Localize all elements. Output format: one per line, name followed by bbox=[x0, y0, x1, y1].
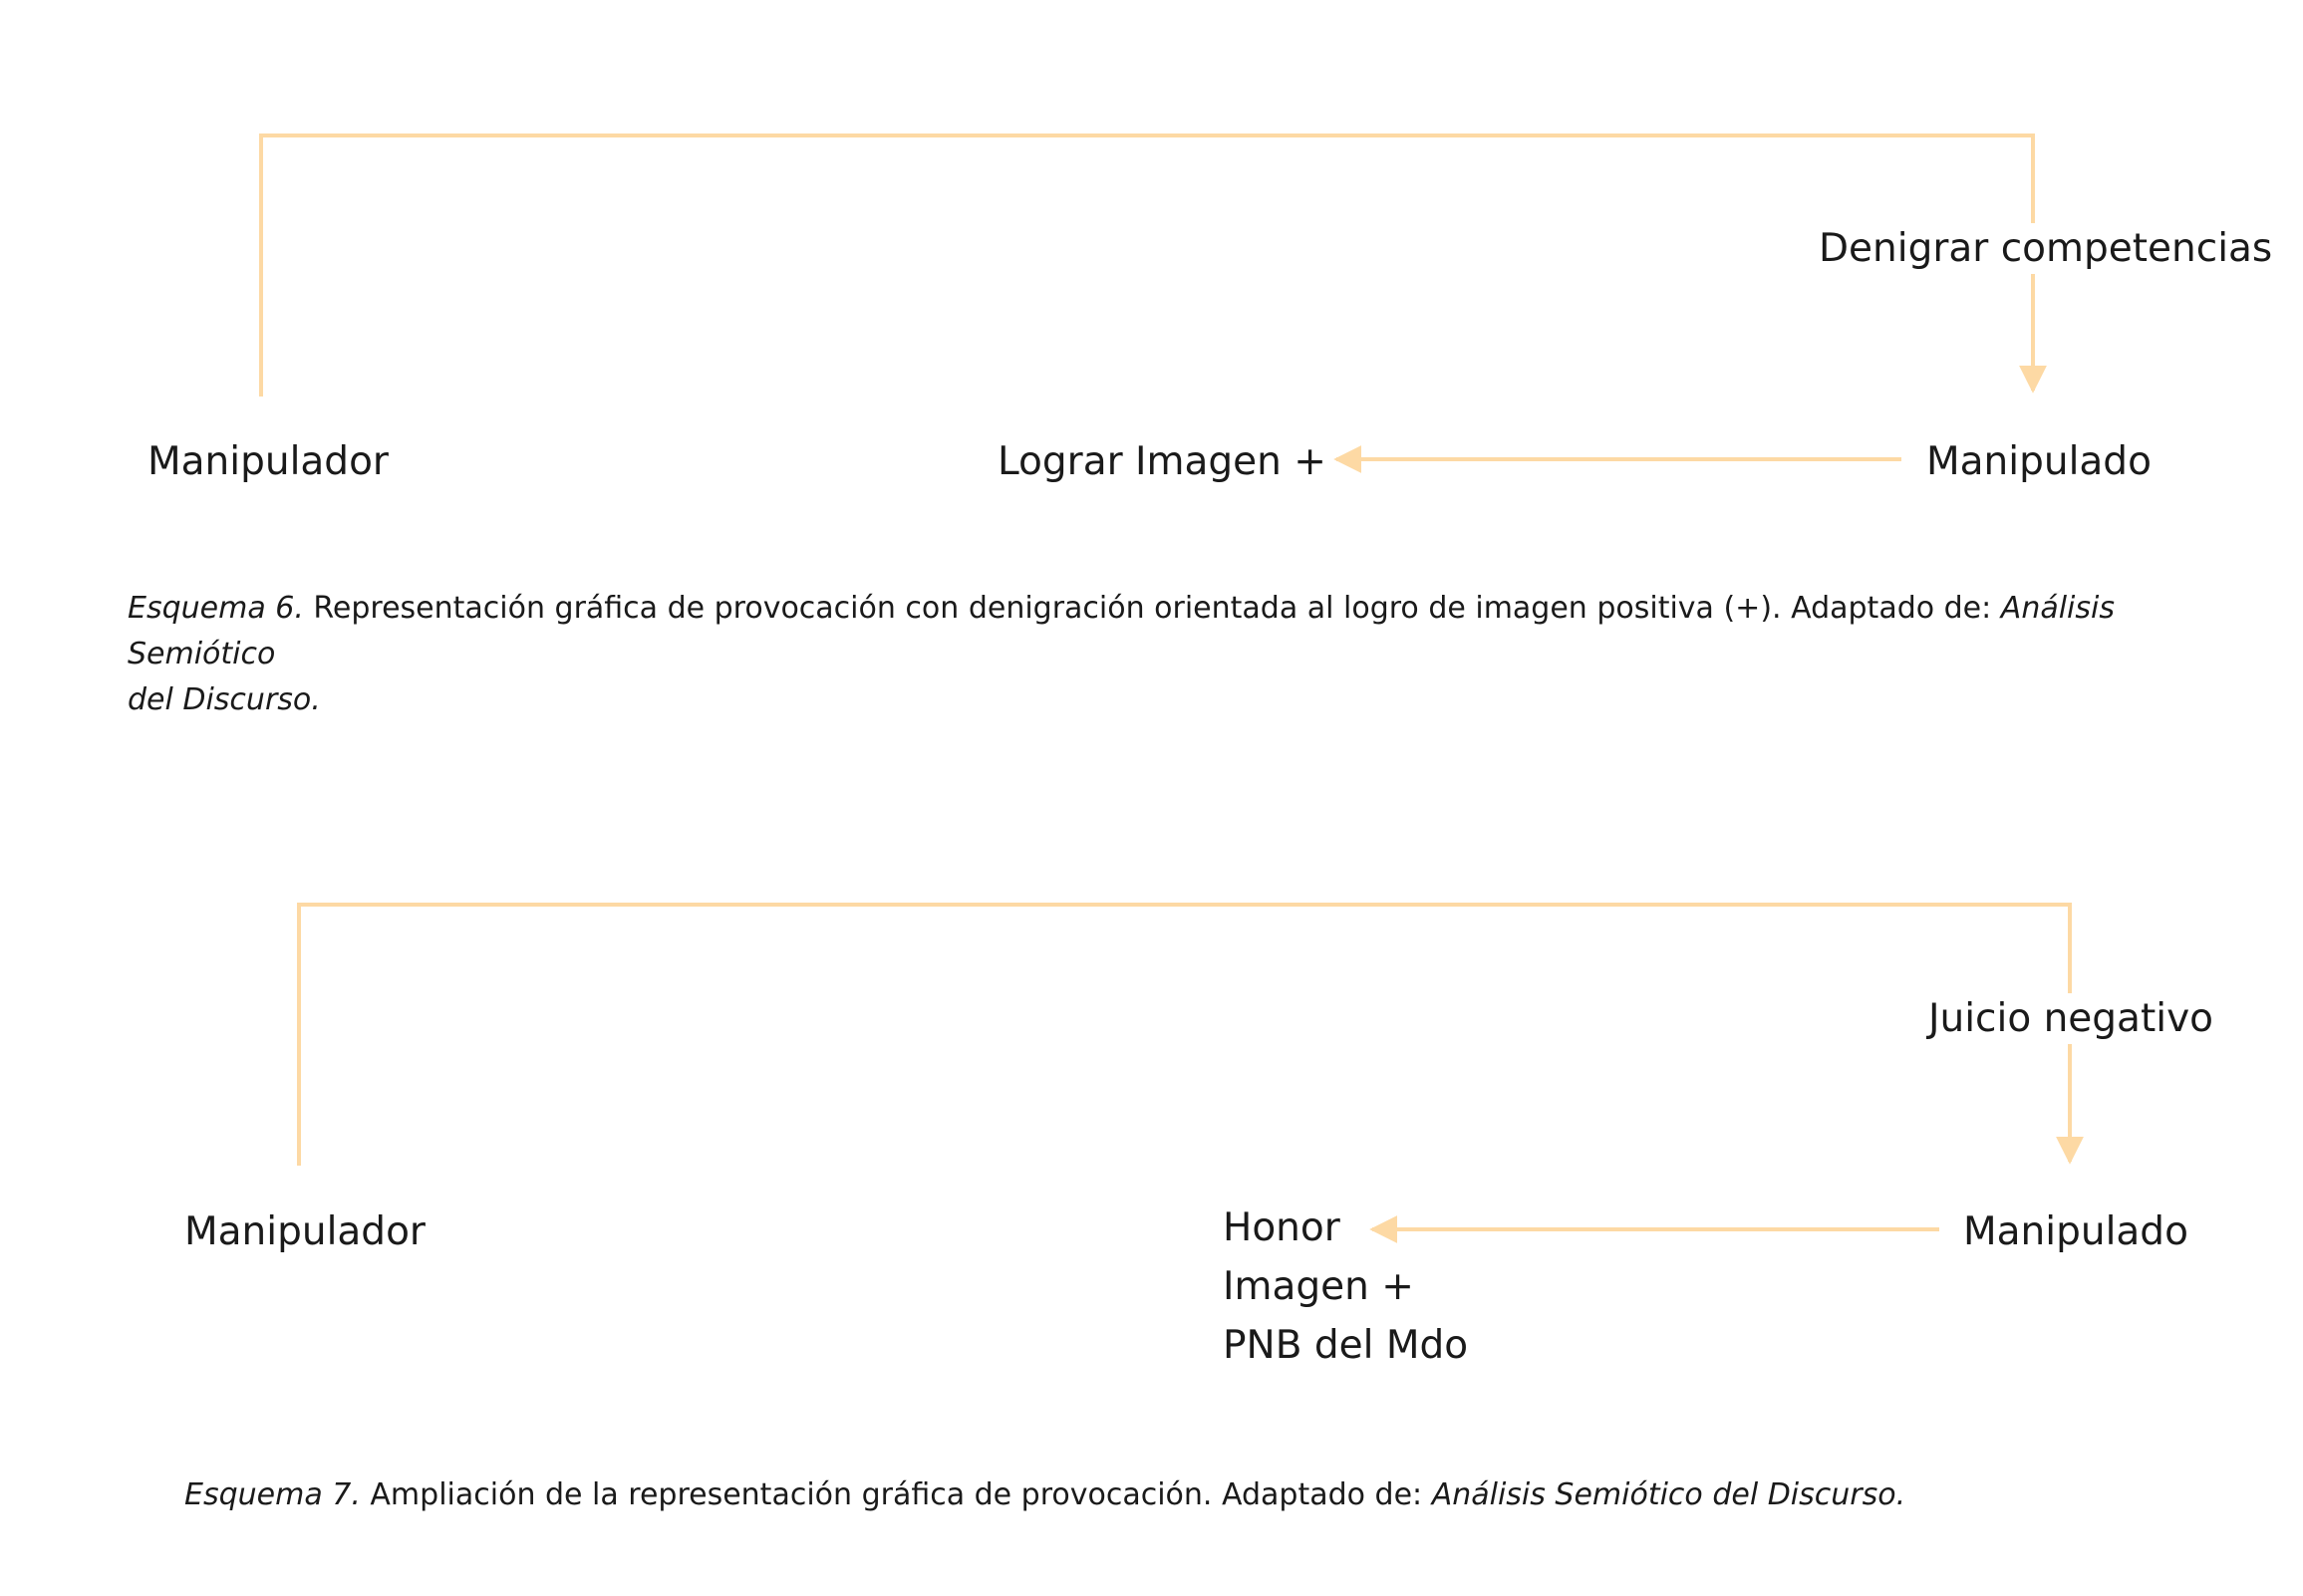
goal-line-honor: Honor bbox=[1223, 1205, 1340, 1250]
caption-7-lead: Esquema 7. bbox=[184, 1477, 361, 1512]
caption-6-lead: Esquema 6. bbox=[128, 591, 304, 626]
caption-7 bbox=[184, 1472, 2277, 1518]
target-node-6: Manipulado bbox=[1926, 439, 2152, 484]
source-node-7: Manipulador bbox=[184, 1209, 426, 1254]
caption-6-source-a: Análisis Semiótico bbox=[128, 591, 2115, 671]
caption-6 bbox=[128, 586, 2250, 723]
goal-line-imagen: Imagen + bbox=[1223, 1264, 1414, 1309]
source-node-6: Manipulador bbox=[147, 439, 389, 484]
goal-node-7 bbox=[1223, 1198, 1468, 1375]
caption-6-source-b: del Discurso. bbox=[128, 682, 321, 717]
caption-7-source: Análisis Semiótico del Discurso. bbox=[1431, 1477, 1906, 1512]
goal-node-6: Lograr Imagen + bbox=[998, 439, 1326, 484]
edge-label-6: Denigrar competencias bbox=[1809, 223, 2282, 274]
edge-label-7: Juicio negativo bbox=[1918, 993, 2223, 1044]
caption-7-text: Ampliación de la representación gráfica de provocación. Adaptado de: bbox=[360, 1477, 1432, 1512]
caption-6-text: Representación gráfica de provocación con denigración orientada al logro de imagen positiva (+). Adaptado de: bbox=[303, 591, 2001, 626]
target-node-7: Manipulado bbox=[1963, 1209, 2188, 1254]
bracket-connector-7 bbox=[299, 905, 2070, 1166]
goal-line-pnb: PNB del Mdo bbox=[1223, 1323, 1469, 1368]
bracket-connector-6 bbox=[261, 135, 2033, 397]
